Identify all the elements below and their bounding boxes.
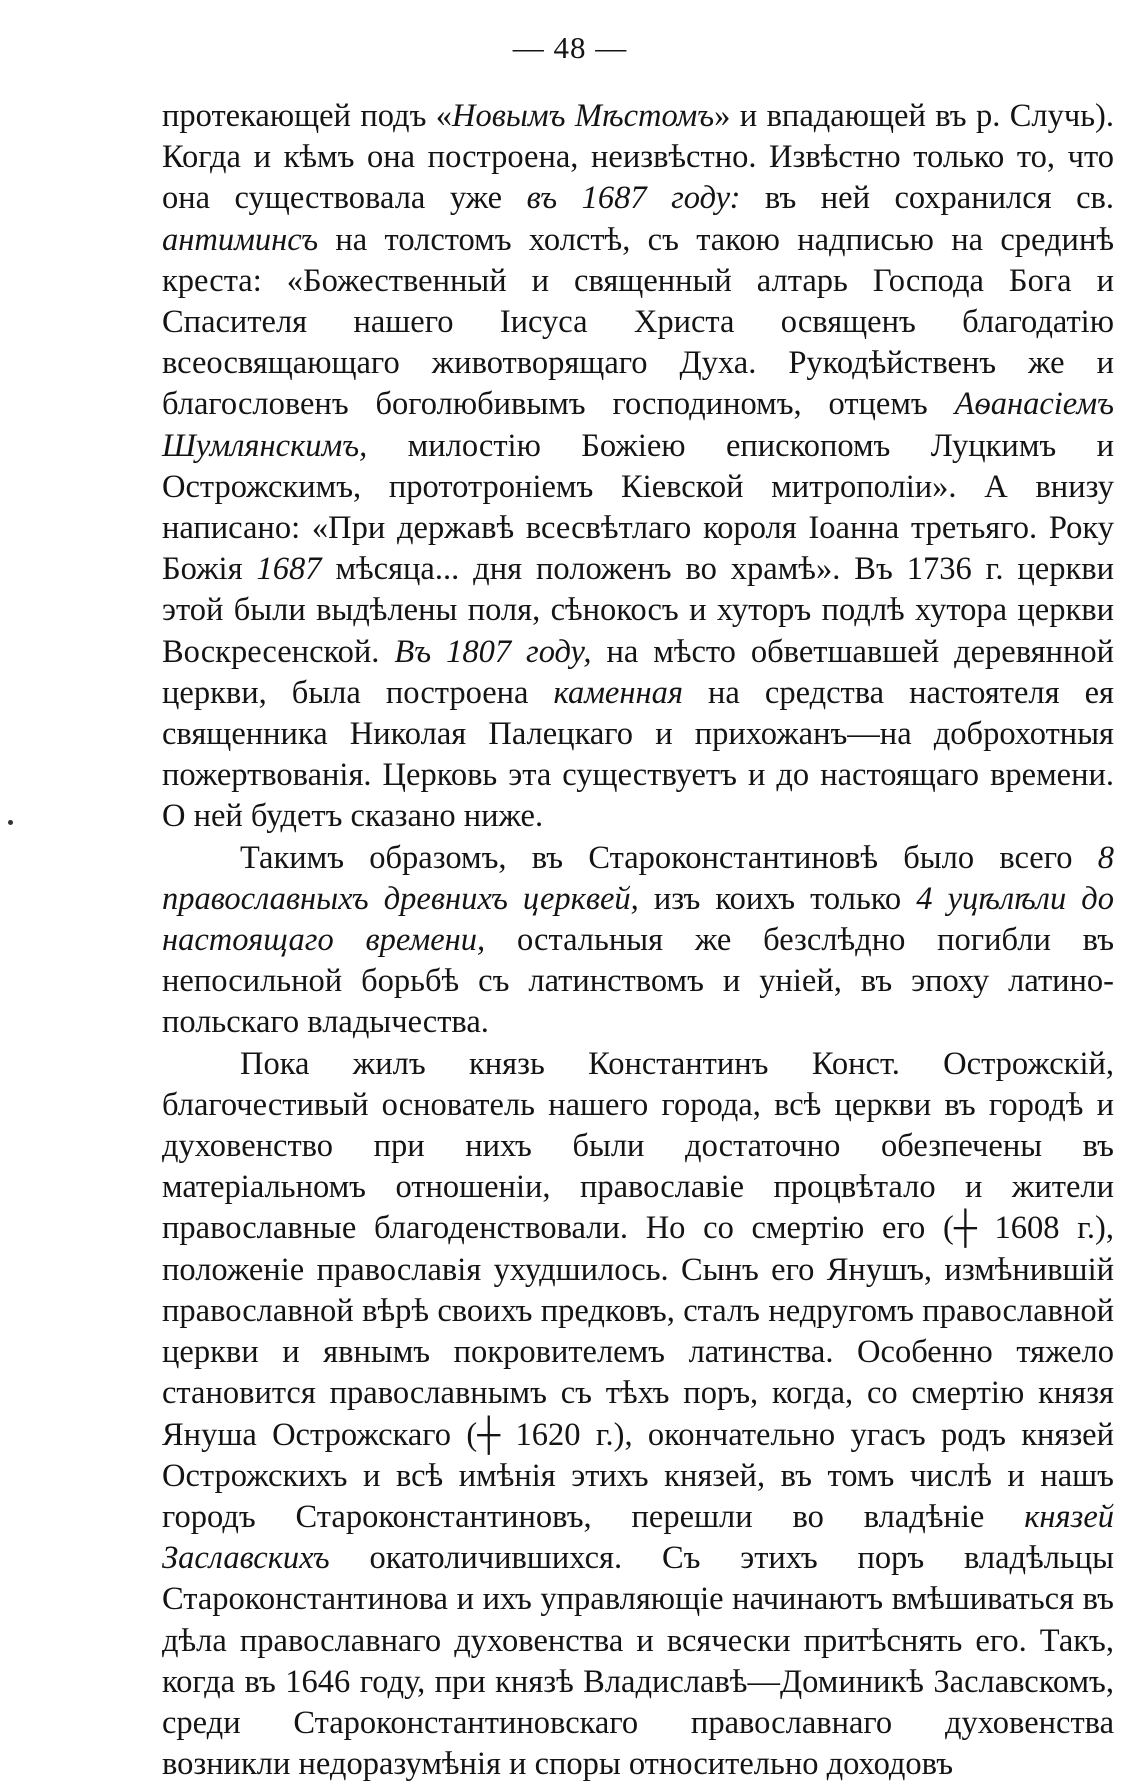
body-text [162,96,1114,1785]
italic-run: антиминсъ [162,221,319,258]
text-run: Пока жилъ князь Константинъ Конст. Острожскій, благочестивый основатель нашего города, всѣ церкви въ городѣ и духовенство при нихъ были достаточно обезпечены въ матеріальномъ отношеніи, православіе процвѣтало и жители православные благоденствовали. Но со смертію его (┼ 1608 г.), положеніе православія ухудшилось. Сынъ его Янушъ, измѣнившій православной вѣрѣ своихъ предковъ, сталъ недругомъ православной церкви и явнымъ покровителемъ латинства. Особенно тяжело становится православнымъ съ тѣхъ поръ, когда, со смертію князя Януша Острожскаго (┼ 1620 г.), окончательно угасъ родъ князей Острожскихъ и всѣ имѣнія этихъ князей, въ томъ числѣ и нашъ городъ Староконстантиновъ, перешли во владѣніе [162,1045,1114,1535]
paragraph-2 [162,838,1114,1044]
text-run: изъ коихъ только [638,880,917,917]
text-run: на мѣсто обветшавшей деревянной церкви, была построена [162,633,1114,711]
text-run: мѣсяца... дня положенъ во храмѣ». Въ 1736 г. церкви этой были выдѣлены поля, сѣнокосъ и хуторъ подлѣ хутора церкви Воскресенской. [162,551,1114,670]
text-run: окатоличившихся. Съ этихъ поръ владѣльцы Староконстантинова и ихъ управляющіе начинаютъ вмѣшиваться въ дѣла православнаго духовенства и всячески притѣснять его. Такъ, когда въ 1646 году, при князѣ Владиславѣ—Доминикѣ Заславскомъ, среди Староконстантиновскаго православнаго духовенства возникли недоразумѣнія и споры относительно доходовъ [162,1540,1114,1783]
paragraph-1 [162,96,1114,838]
text-run: протекающей подъ « [162,98,453,134]
italic-run: князей Заславскихъ [162,1498,1114,1577]
italic-run: Въ 1807 году, [394,633,592,670]
paragraph-3 [162,1044,1114,1785]
italic-run: 4 уцѣлѣли до настоящаго времени, [162,880,1114,959]
italic-run: 8 православныхъ древнихъ церквей, [162,839,1114,917]
italic-run: каменная [553,674,683,711]
text-run: въ ней сохранился св. [740,180,1114,217]
text-run: остальныя же безслѣдно погибли въ непосильной борьбѣ съ латинствомъ и уніей, въ эпоху латино-польскаго владычества. [162,922,1115,1041]
text-run: Такимъ образомъ, въ Староконстантиновѣ было всего [240,839,1098,876]
text-run: милостію Божіею епископомъ Луцкимъ и Острожскимъ, прототроніемъ Кіевской митрополіи». А внизу написано: «При державѣ всесвѣтлаго короля Іоанна третьяго. Року Божія [162,427,1114,588]
text-run: » и впадающей въ р. Случь). Когда и кѣмъ она построена, неизвѣстно. Извѣстно только то, что она существовала уже [162,98,1114,217]
text-run: на средства настоятеля ея священника Николая Палецкаго и прихожанъ—на доброхотныя пожертвованія. Церковь эта существуетъ и до настоящаго времени. О ней будетъ сказано ниже. [162,674,1114,835]
italic-run: Аѳанасіемъ Шумлянскимъ, [162,386,1114,464]
text-run: на толстомъ холстѣ, съ такою надписью на срединѣ креста: «Божественный и священный алтарь Господа Бога и Спасителя нашего Іисуса Христа освященъ благодатію всеосвящающаго животворящаго Духа. Рукодѣйственъ же и благословенъ боголюбивымъ господиномъ, отцемъ [162,221,1114,423]
italic-run: 1687 [256,551,322,588]
margin-dot [8,820,13,825]
page-number: — 48 — [512,30,628,65]
italic-run: Новымъ Мѣстомъ [452,98,715,134]
italic-run: въ 1687 году: [526,180,741,217]
